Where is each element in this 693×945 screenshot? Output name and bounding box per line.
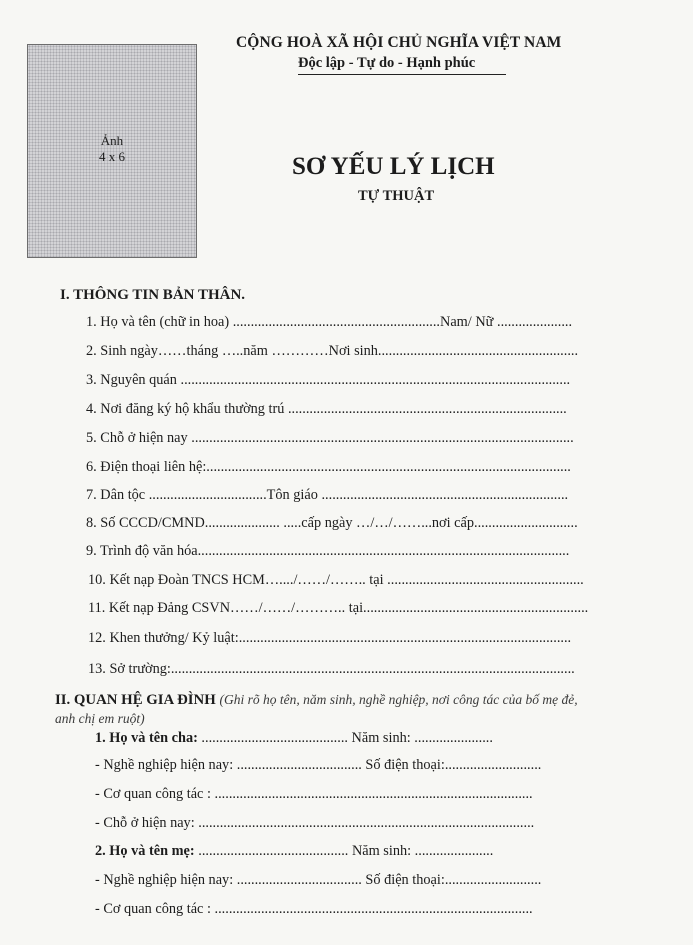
field-youth-union[interactable]: 10. Kết nạp Đoàn TNCS HCM…..../……/…….. tại ....................................................... (88, 572, 584, 588)
section2-note: (Ghi rõ họ tên, năm sinh, nghề nghiệp, nơi công tác của bố mẹ đẻ, (219, 692, 578, 707)
field-phone[interactable]: 6. Điện thoại liên hệ:...................................................................................................... (86, 459, 571, 475)
field-registered-residence[interactable]: 4. Nơi đăng ký hộ khẩu thường trú .............................................................................. (86, 401, 567, 417)
section2-heading (55, 692, 578, 709)
photo-label: Ảnh (100, 133, 124, 148)
mother-name-field[interactable]: .......................................... Năm sinh: ...................... (194, 843, 494, 859)
father-job-field[interactable]: - Nghề nghiệp hiện nay: ................................... Số điện thoại:........................... (95, 757, 542, 773)
field-rewards[interactable]: 12. Khen thưởng/ Kỷ luật:............................................................................................. (88, 630, 572, 646)
mother-job-field[interactable]: - Nghề nghiệp hiện nay: ................................... Số điện thoại:........................... (95, 872, 542, 888)
document-title: SƠ YẾU LÝ LỊCH (292, 153, 495, 180)
field-ethnicity-religion[interactable]: 7. Dân tộc .................................Tôn giáo ..................................................................... (86, 487, 569, 503)
father-name-label: 1. Họ và tên cha: (95, 730, 198, 746)
photo-placeholder (27, 44, 197, 258)
father-name-field[interactable]: ......................................... Năm sinh: ...................... (197, 730, 493, 746)
document-subtitle: TỰ THUẬT (358, 188, 435, 204)
field-full-name[interactable]: 1. Họ và tên (chữ in hoa) ..........................................................Nam/ Nữ ..................... (86, 314, 573, 330)
field-party[interactable]: 11. Kết nạp Đảng CSVN……/……/……….. tại............................................................... (88, 600, 589, 616)
field-hometown[interactable]: 3. Nguyên quán ............................................................................................................. (86, 372, 571, 388)
field-current-address[interactable]: 5. Chỗ ở hiện nay ........................................................................................................... (86, 430, 574, 446)
father-name-row[interactable] (95, 730, 493, 747)
field-strengths[interactable]: 13. Sở trường:................................................................................................................. (88, 661, 575, 677)
section2-note-cont: anh chị em ruột) (55, 711, 145, 726)
photo-size-label: 4 x 6 (99, 149, 125, 164)
field-education[interactable]: 9. Trình độ văn hóa........................................................................................................ (86, 543, 570, 559)
field-birth[interactable]: 2. Sinh ngày……tháng …..năm …………Nơi sinh........................................................ (86, 343, 579, 359)
section1-heading: I. THÔNG TIN BẢN THÂN. (60, 287, 246, 303)
national-title: CỘNG HOÀ XÃ HỘI CHỦ NGHĨA VIỆT NAM (236, 34, 562, 51)
father-org-field[interactable]: - Cơ quan công tác : ......................................................................................... (95, 786, 533, 802)
field-id-card[interactable]: 8. Số CCCD/CMND..................... .....cấp ngày …/…/……...nơi cấp............................. (86, 515, 578, 531)
section2-title: II. QUAN HỆ GIA ĐÌNH (55, 692, 216, 708)
father-address-field[interactable]: - Chỗ ở hiện nay: .............................................................................................. (95, 815, 535, 831)
motto-underline (298, 74, 506, 75)
mother-name-row[interactable] (95, 843, 493, 860)
national-motto: Độc lập - Tự do - Hạnh phúc (298, 55, 476, 71)
mother-name-label: 2. Họ và tên mẹ: (95, 843, 195, 859)
mother-org-field[interactable]: - Cơ quan công tác : ......................................................................................... (95, 901, 533, 917)
